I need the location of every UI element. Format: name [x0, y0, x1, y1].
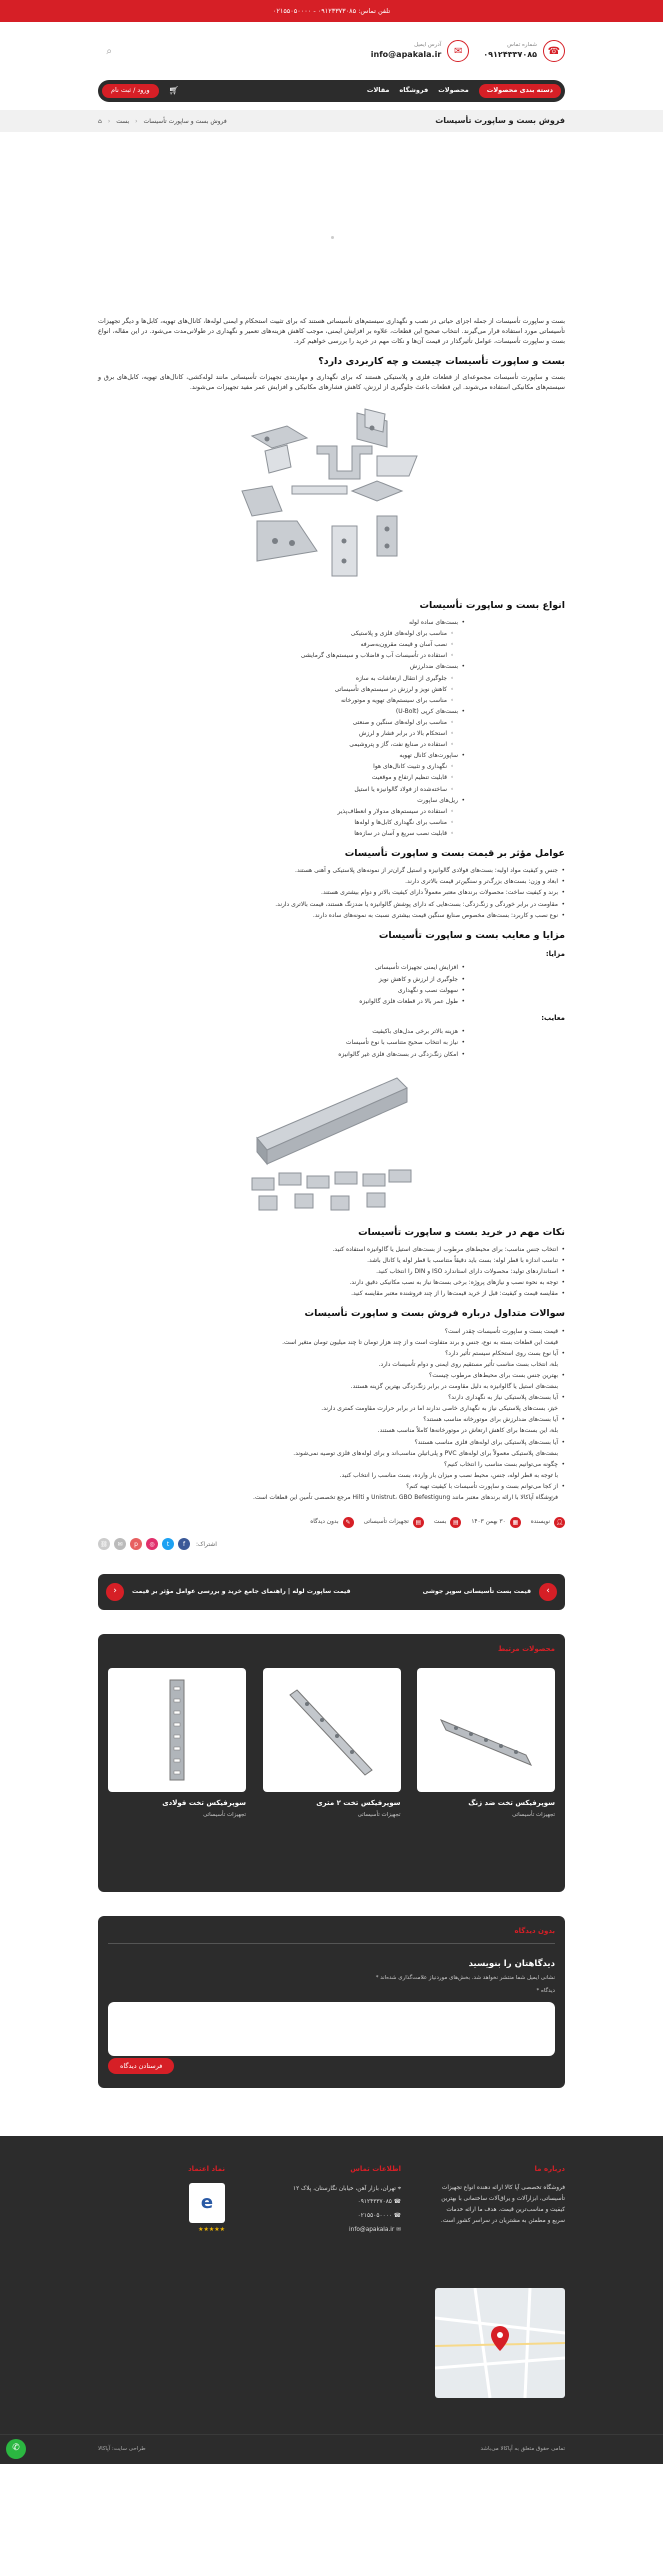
types-list — [98, 617, 565, 839]
article-body — [0, 317, 663, 1503]
site-footer — [0, 2136, 663, 2464]
product-name[interactable]: سوپرفیکس تخت ۲ متری — [316, 1799, 401, 1808]
tip-item: • استانداردهای تولید: محصولات دارای استاندارد ISO و DIN را انتخاب کنید. — [98, 1266, 565, 1277]
price-factor-item: • ابعاد و وزن: بست‌های بزرگ‌تر و سنگین‌تر قیمت بالاتری دارند. — [98, 876, 565, 887]
type-item: ◦ استفاده در سیستم‌های مدولار و انعطاف‌پذیر — [98, 806, 465, 817]
type-item: ◦ استحکام بالا در برابر فشار و لرزش — [98, 728, 465, 739]
faq-item: • آیا نوع بست روی استحکام سیستم تأثیر دارد؟ — [98, 1348, 565, 1359]
comment-label: دیدگاه * — [536, 1987, 555, 1994]
product-card[interactable] — [417, 1668, 555, 1819]
comment-icon: ✎ — [343, 1517, 354, 1528]
type-item: • بست‌های ضدلرزش — [98, 661, 465, 672]
product-card[interactable] — [108, 1668, 246, 1819]
faq-item: ◦ قیمت این قطعات بسته به نوع، جنس و برند متفاوت است و از چند هزار تومان تا چند میلیون تومان متغیر است. — [98, 1337, 565, 1348]
footer-address: ⌖ تهران، بازار آهن، خیابان نگارستان، پلاک ۱۲ — [292, 2185, 401, 2192]
type-item: ◦ مناسب برای لوله‌های فلزی و پلاستیکی — [98, 628, 465, 639]
submit-comment-button[interactable]: فرستادن دیدگاه — [108, 2058, 174, 2074]
meta-comments[interactable]: ✎ بدون دیدگاه — [310, 1517, 353, 1528]
related-title: محصولات مرتبط — [497, 1645, 555, 1654]
faq-item: ◦ بله، انتخاب بست مناسب تأثیر مستقیم روی ایمنی و دوام تأسیسات دارد. — [98, 1359, 565, 1370]
email-label: آدرس ایمیل — [414, 41, 442, 48]
faq-item: ◦ بست‌های استیل یا گالوانیزه به دلیل مقاومت در برابر زنگ‌زدگی بهترین گزینه هستند. — [98, 1381, 565, 1392]
pinterest-icon[interactable]: p — [130, 1538, 142, 1550]
product-name[interactable]: سوپرفیکس تخت فولادی — [162, 1799, 246, 1808]
meta-category-2[interactable]: ▤ تجهیزات تأسیساتی — [364, 1517, 424, 1528]
login-button[interactable]: ورود / ثبت نام — [102, 84, 159, 98]
arrow-right-icon[interactable]: › — [539, 1583, 557, 1601]
rails-image — [98, 1068, 565, 1218]
phone-value[interactable]: ۰۹۱۲۴۳۳۷۰۸۵ — [483, 50, 537, 60]
location-map[interactable] — [435, 2288, 565, 2398]
meta-date: ▦ ۳۰ بهمن ۱۴۰۳ — [471, 1517, 520, 1528]
tip-item: • تناسب اندازه با قطر لوله: بست باید دقیقاً متناسب با قطر لوله یا کانال باشد. — [98, 1255, 565, 1266]
heading-tips: نکات مهم در خرید بست و ساپورت تأسیسات — [358, 1226, 565, 1238]
instagram-icon[interactable]: ◎ — [146, 1538, 158, 1550]
pros-label: مزایا: — [545, 949, 565, 958]
faq-item: ◦ با توجه به قطر لوله، جنس، محیط نصب و میزان بار وارده، بست مناسب را انتخاب کنید. — [98, 1470, 565, 1481]
home-icon[interactable]: ⌂ — [98, 117, 102, 125]
type-item: • بست‌های ساده لوله — [98, 617, 465, 628]
heading-types: انواع بست و ساپورت تأسیسات — [419, 599, 565, 611]
pro-item: • افزایش ایمنی تجهیزات تأسیساتی — [98, 962, 465, 973]
faq-item: • آیا بست‌های ضدلرزش برای موتورخانه مناسب هستند؟ — [98, 1414, 565, 1425]
type-item: • بست‌های کرپی (U-Bolt) — [98, 706, 465, 717]
type-item: ◦ نگهداری و تثبیت کانال‌های هوا — [98, 761, 465, 772]
nav-item-articles[interactable]: مقالات — [366, 86, 390, 95]
heading-faq: سوالات متداول درباره فروش بست و ساپورت تأسیسات — [304, 1308, 565, 1320]
announcement-text: تلفن تماس: ۰۹۱۲۳۳۷۳۰۸۵ - ۰۲۱۵۵۰۵۰۰۰۰ — [272, 7, 391, 15]
faq-list — [98, 1326, 565, 1504]
chevron-left-icon: ‹ — [107, 117, 111, 125]
type-item: ◦ مناسب برای نگهداری کابل‌ها و لوله‌ها — [98, 817, 465, 828]
faq-item: • آیا بست‌های پلاستیکی نیاز به نگهداری دارند؟ — [98, 1392, 565, 1403]
faq-item: ◦ بست‌های پلاستیکی معمولاً برای لوله‌های PVC و پلی‌اتیلن مناسب‌اند و برای لوله‌های فلزی توصیه نمی‌شوند. — [98, 1448, 565, 1459]
product-image[interactable] — [263, 1668, 401, 1792]
prev-post-link[interactable]: قیمت ساپورت لوله | راهنمای جامع خرید و بررسی عوامل مؤثر بر قیمت — [132, 1588, 351, 1596]
related-products — [98, 1634, 565, 1892]
what-paragraph: بست و ساپورت تأسیسات مجموعه‌ای از قطعات فلزی و پلاستیکی هستند که برای نگهداری و مهاربندی تجهیزات تأسیساتی مانند لوله‌کشی، کانال‌های تهویه، کابل‌های برق و سیستم‌های مکانیکی استفاده می‌شوند. این قطعات باعث جلوگیری از لرزش، کاهش فشارهای مکانیکی و افزایش عمر مفید تجهیزات می‌شوند. — [98, 373, 565, 391]
type-item: ◦ کاهش نویز و لرزش در سیستم‌های تأسیساتی — [98, 684, 465, 695]
comment-form-title: دیدگاهتان را بنویسید — [468, 1958, 555, 1969]
product-card[interactable] — [263, 1668, 401, 1819]
breadcrumb-link[interactable]: بست — [116, 117, 130, 125]
type-item: ◦ ساخته‌شده از فولاد گالوانیزه یا استیل — [98, 784, 465, 795]
faq-item: ◦ فروشگاه آپاکالا با ارائه برندهای معتبر مانند Unistrut، GBO Befestigung و Hilti مرجع تخصصی تأمین این قطعات است. — [98, 1492, 565, 1503]
type-item: ◦ مناسب برای سیستم‌های تهویه و موتورخانه — [98, 695, 465, 706]
comments-section — [98, 1916, 565, 2088]
footer-email[interactable]: ✉ info@apakala.ir — [349, 2227, 401, 2234]
type-item: ◦ استفاده در صنایع نفت، گاز و پتروشیمی — [98, 739, 465, 750]
product-category[interactable]: تجهیزات تأسیساتی — [357, 1811, 401, 1818]
pros-list — [98, 962, 565, 1006]
breadcrumb-current: فروش بست و ساپورت تأسیسات — [143, 117, 227, 125]
site-header — [0, 22, 663, 80]
cart-icon[interactable]: 🛒︎ — [168, 86, 179, 95]
faq-item: ◦ بله، این بست‌ها برای کاهش ارتعاش در موتورخانه‌ها کاملاً مناسب هستند. — [98, 1425, 565, 1436]
whatsapp-icon[interactable]: ✆ — [6, 2439, 26, 2459]
type-item: ◦ استفاده در تأسیسات آب و فاضلاب و سیستم‌های گرمایشی — [98, 650, 465, 661]
featured-image-area — [0, 132, 663, 317]
type-item: ◦ جلوگیری از انتقال ارتعاشات به سازه — [98, 673, 465, 684]
comment-textarea[interactable] — [108, 2002, 555, 2056]
meta-author[interactable]: 👤︎ نویسنده — [530, 1519, 564, 1527]
heading-what: بست و ساپورت تأسیسات چیست و چه کاربردی دارد؟ — [318, 355, 565, 367]
user-icon: 👤︎ — [555, 1519, 564, 1527]
price-factors-list — [98, 865, 565, 920]
brackets-image — [98, 401, 565, 591]
tip-item: • انتخاب جنس مناسب: برای محیط‌های مرطوب از بست‌های استیل یا گالوانیزه استفاده کنید. — [98, 1244, 565, 1255]
price-factor-item: • جنس و کیفیت مواد اولیه: بست‌های فولادی گالوانیزه و استیل گران‌تر از نمونه‌های پلاستیکی و آهنی هستند. — [98, 865, 565, 876]
pro-item: • سهولت نصب و نگهداری — [98, 985, 465, 996]
image-loader — [331, 236, 334, 239]
intro-paragraph: بست و ساپورت تأسیسات از جمله اجزای حیاتی در نصب و نگهداری سیستم‌های تأسیساتی هستند که برای تثبیت استحکام و ایمنی لوله‌ها، کانال‌های تهویه، کابل‌ها و دیگر تجهیزات تأسیساتی مورد استفاده قرار می‌گیرند. انتخاب صحیح این قطعات، علاوه بر افزایش ایمنی، موجب کاهش هزینه‌های تعمیر و نگهداری در طولانی‌مدت می‌شود. در این مقاله، انواع بست و ساپورت تأسیسات، عوامل تأثیرگذار در قیمت آن‌ها و نکات مهم در خرید را بررسی خواهیم کرد. — [98, 317, 565, 345]
type-item: ◦ قابلیت تنظیم ارتفاع و موقعیت — [98, 772, 465, 783]
facebook-icon[interactable]: f — [178, 1538, 190, 1550]
con-item: • امکان زنگ‌زدگی در بست‌های فلزی غیر گالوانیزه — [98, 1049, 465, 1060]
link-icon[interactable]: ⛓ — [98, 1538, 110, 1550]
tip-item: • مقایسه قیمت و کیفیت: قبل از خرید قیمت‌ها را از چند فروشنده معتبر مقایسه کنید. — [98, 1288, 565, 1299]
heading-pros-cons: مزایا و معایب بست و ساپورت تأسیسات — [378, 929, 565, 941]
con-item: • نیاز به انتخاب صحیح متناسب با نوع تأسیسات — [98, 1037, 465, 1048]
post-navigation — [98, 1574, 565, 1610]
next-post-link[interactable]: قیمت بست تأسیساتی سوپر جوشی — [422, 1588, 531, 1596]
arrow-left-icon[interactable]: ‹ — [106, 1583, 124, 1601]
post-meta — [98, 1517, 565, 1528]
email-share-icon[interactable]: ✉ — [114, 1538, 126, 1550]
page-title: فروش بست و ساپورت تأسیسات — [435, 116, 565, 125]
type-item: • ریل‌های ساپورت — [98, 795, 465, 806]
twitter-icon[interactable]: t — [162, 1538, 174, 1550]
nav-item-products[interactable]: محصولات — [438, 86, 469, 95]
cons-label: معایب: — [541, 1013, 565, 1022]
con-item: • هزینه بالاتر برخی مدل‌های باکیفیت — [98, 1026, 465, 1037]
folder-icon: ▤ — [450, 1517, 461, 1528]
copyright-text: تمامی حقوق متعلق به آپاکالا می‌باشد — [480, 2446, 565, 2453]
announcement-bar — [0, 0, 663, 22]
design-credit: طراحی سایت: آپاکالا — [98, 2446, 146, 2453]
phone-icon: ☎ — [543, 40, 565, 62]
footer-about — [435, 2164, 565, 2227]
tip-item: • توجه به نحوه نصب و نیازهای پروژه: برخی بست‌ها نیاز به نصب مکانیکی دقیق دارند. — [98, 1277, 565, 1288]
meta-category[interactable]: ▤ بست — [434, 1517, 461, 1528]
enamad-badge[interactable]: e — [189, 2183, 225, 2223]
pro-item: • طول عمر بالا در قطعات فلزی گالوانیزه — [98, 996, 465, 1007]
price-factor-item: • مقاومت در برابر خوردگی و زنگ‌زدگی: بست‌هایی که دارای پوشش گالوانیزه یا ضدزنگ هستند، قیمت بالاتری دارند. — [98, 899, 565, 910]
footer-trust — [165, 2164, 225, 2234]
footer-about-title: درباره ما — [534, 2165, 565, 2174]
comments-count: بدون دیدگاه — [514, 1927, 555, 1936]
faq-item: • آیا بست‌های پلاستیکی برای لوله‌های فلزی مناسب هستند؟ — [98, 1437, 565, 1448]
price-factor-item: • نوع نصب و کاربرد: بست‌های مخصوص صنایع سنگین قیمت بیشتری نسبت به نمونه‌های ساده دارند. — [98, 910, 565, 921]
breadcrumb-bar — [0, 110, 663, 132]
faq-item: • از کجا می‌توانم بست و ساپورت تأسیسات با کیفیت تهیه کنم؟ — [98, 1481, 565, 1492]
cons-list — [98, 1026, 565, 1059]
product-category[interactable]: تجهیزات تأسیساتی — [203, 1811, 246, 1818]
phone-label: شماره تماس — [507, 41, 537, 48]
type-item: ◦ قابلیت نصب سریع و آسان در سازه‌ها — [98, 828, 465, 839]
footer-phone-1[interactable]: ☎ ۰۹۱۲۴۳۳۷۰۸۵ — [357, 2199, 401, 2206]
faq-item: • بهترین جنس بست برای محیط‌های مرطوب چیست؟ — [98, 1370, 565, 1381]
type-item: ◦ مناسب برای لوله‌های سنگین و صنعتی — [98, 717, 465, 728]
email-value[interactable]: info@apakala.ir — [370, 50, 442, 60]
mail-icon: ✉ — [447, 40, 469, 62]
search-icon[interactable]: ⌕ — [106, 46, 112, 57]
nav-item-shop[interactable]: فروشگاه — [399, 86, 429, 95]
footer-phone-2[interactable]: ☎ ۰۲۱۵۵۰۵۰۰۰۰ — [357, 2213, 401, 2220]
footer-contact — [271, 2164, 401, 2238]
footer-trust-title: نماد اعتماد — [188, 2165, 225, 2174]
share-bar — [98, 1538, 565, 1550]
faq-item: • چگونه می‌توانیم بست مناسب را انتخاب کنیم؟ — [98, 1459, 565, 1470]
footer-contact-title: اطلاعات تماس — [350, 2165, 401, 2174]
tips-list — [98, 1244, 565, 1299]
calendar-icon: ▦ — [510, 1517, 521, 1528]
footer-bottom — [0, 2434, 663, 2464]
email-contact[interactable] — [371, 40, 470, 62]
main-nav — [98, 80, 565, 102]
price-factor-item: • برند و کیفیت ساخت: محصولات برندهای معتبر معمولاً دارای کیفیت بالاتر و دوام بیشتری هستند. — [98, 887, 565, 898]
type-item: ◦ نصب آسان و قیمت مقرون‌به‌صرفه — [98, 639, 465, 650]
footer-about-text: فروشگاه تخصصی آپا کالا ارائه دهنده انواع تجهیزات تأسیساتی، ابزارآلات و یراق‌آلات ساختمانی با بهترین کیفیت و مناسب‌ترین قیمت. هدف ما ارائه خدمات سریع و مطمئن به مشتریان در سراسر کشور است. — [440, 2184, 565, 2224]
map-pin-icon — [491, 2326, 509, 2351]
product-image[interactable] — [417, 1668, 555, 1792]
heading-price: عوامل مؤثر بر قیمت بست و ساپورت تأسیسات — [344, 847, 565, 859]
comment-note: نشانی ایمیل شما منتشر نخواهد شد. بخش‌های موردنیاز علامت‌گذاری شده‌اند * — [375, 1975, 555, 1982]
product-category[interactable]: تجهیزات تأسیساتی — [512, 1811, 555, 1818]
share-label: اشتراک: — [196, 1540, 217, 1548]
product-image[interactable] — [108, 1668, 246, 1792]
chevron-left-icon: ‹ — [135, 117, 138, 125]
type-item: • ساپورت‌های کانال تهویه — [98, 750, 465, 761]
pro-item: • جلوگیری از لرزش و کاهش نویز — [98, 974, 465, 985]
folder-icon: ▤ — [413, 1517, 424, 1528]
product-name[interactable]: سوپرفیکس تخت ضد زنگ — [468, 1799, 555, 1808]
categories-button[interactable]: دسته بندی محصولات — [479, 84, 561, 98]
rating-stars-icon: ★★★★★ — [198, 2225, 225, 2233]
phone-contact[interactable] — [483, 40, 565, 62]
faq-item: • قیمت بست و ساپورت تأسیسات چقدر است؟ — [98, 1326, 565, 1337]
faq-item: ◦ خیر، بست‌های پلاستیکی نیاز به نگهداری خاصی ندارند اما در برابر حرارت مقاومت کمتری دارند. — [98, 1403, 565, 1414]
